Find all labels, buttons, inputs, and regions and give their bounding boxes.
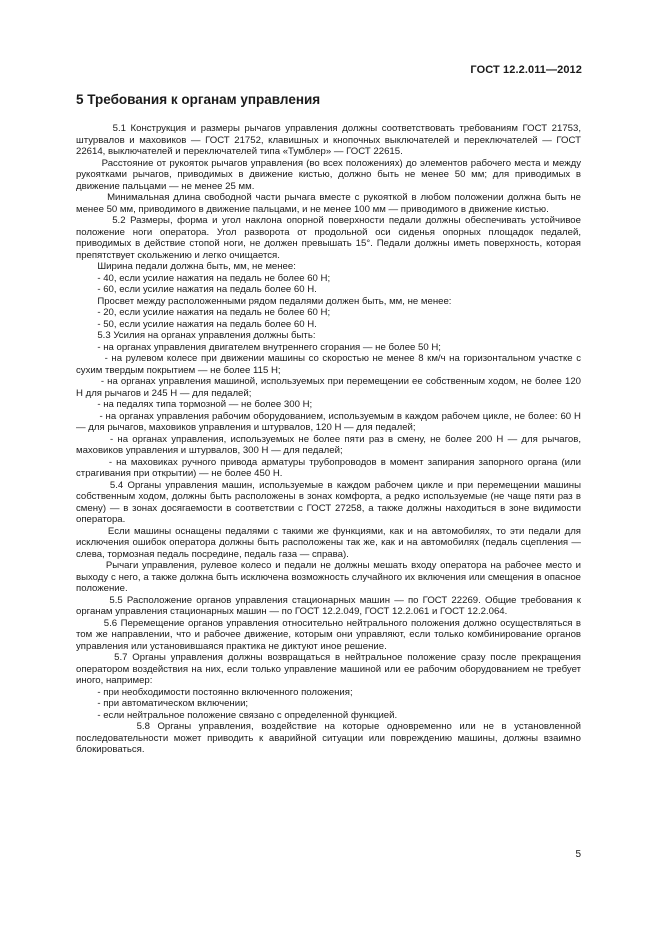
paragraph-5-4: 5.4 Органы управления машин, используемые в каждом рабочем цикле и при перемещении машины собственным ходом, должны быть расположены в зонах комфорта, а редко используемые (не чаще пяти раз в смену) — в зонах досягаемости в соответствии с ГОСТ 27258, а также должны находиться в зоне видимости оператора. [76, 479, 584, 525]
section-title: 5 Требования к органам управления [76, 92, 321, 107]
paragraph-pedal-width: Ширина педали должна быть, мм, не менее: [76, 261, 296, 272]
paragraph-5-2: 5.2 Размеры, форма и угол наклона опорной поверхности педали должны обеспечивать устойчивое положение ноги оператора. Угол разворота от продольной оси сиденья опорных площадок педалей, приводимых в действие стопой ноги, не должен превышать 15°. Педали должны иметь поверхность, которая препятствует скольжению и легко очищается. [76, 215, 584, 261]
list-item: - на педалях типа тормозной — не более 300 Н; [76, 399, 313, 410]
paragraph-5-7: 5.7 Органы управления должны возвращаться в нейтральное положение сразу после прекращения оператором воздействия на них, если только управление машиной или ее рабочим оборудованием не требует иного, например: [76, 652, 584, 686]
paragraph-5-1: 5.1 Конструкция и размеры рычагов управления должны соответствовать требованиям ГОСТ 21753, штурвалов и маховиков — ГОСТ 21752, клавишных и кнопочных выключателей и переключателей — ГОСТ 22614, выключателей и переключателей типа «Тумблер» — ГОСТ 22615. [76, 123, 584, 157]
list-item: - если нейтральное положение связано с определенной функцией. [76, 709, 398, 721]
list-item: - 50, если усилие нажатия на педаль более 60 Н. [76, 318, 317, 330]
list-item: - 40, если усилие нажатия на педаль не более 60 Н; [76, 272, 331, 284]
paragraph-controls-access: Рычаги управления, рулевое колесо и педали не должны мешать входу оператора на рабочее место и выходу с него, а также должна быть исключена возможность случайного их включения или смещения в опасное положение. [76, 560, 584, 594]
list-item: - на органах управления, используемых не более пяти раз в смену, не более 200 Н — для рычагов, маховиков управления и штурвалов, 300 Н — для педалей; [76, 433, 584, 456]
paragraph-pedal-gap: Просвет между расположенными рядом педалями должен быть, мм, не менее: [76, 295, 452, 307]
paragraph-5-8: 5.8 Органы управления, воздействие на которые одновременно или не в установленной последовательности может приводить к аварийной ситуации или повреждению машины, должны взаимно блокироваться. [76, 721, 584, 755]
paragraph-5-6: 5.6 Перемещение органов управления относительно нейтрального положения должно осуществляться в том же направлении, что и рабочее движение, которым они управляют, если только комбинирование органов управления или установившаяся практика не диктуют иное решение. [76, 617, 584, 652]
list-item: - при автоматическом включении; [76, 698, 249, 709]
list-item: - при необходимости постоянно включенного положения; [76, 686, 353, 698]
list-item: - на органах управления рабочим оборудованием, используемым в каждом рабочем цикле, не более: 60 Н — для рычагов, маховиков управления и штурвалов, 120 Н — для педалей; [76, 410, 584, 433]
list-item: - на органах управления машиной, используемых при перемещении ее собственным ходом, не более 120 Н для рычагов и 245 Н — для педалей; [76, 376, 584, 399]
paragraph-lever-distance: Расстояние от рукояток рычагов управления (во всех положениях) до элементов рабочего места и между рукоятками рычагов, приводимых в движение кистью, должно быть не менее 50 мм; для приводимых в движение пальцами — не менее 25 мм. [76, 157, 584, 192]
paragraph-pedal-layout: Если машины оснащены педалями с такими же функциями, как и на автомобилях, то эти педали для исключения ошибок оператора должны быть расположены так же, как и на автомобилях (педаль сцепления — слева, тормозная педаль посредине, педаль газа — справа). [76, 525, 584, 560]
list-item: - 20, если усилие нажатия на педаль не более 60 Н; [76, 307, 331, 318]
paragraph-5-5: 5.5 Расположение органов управления стационарных машин — по ГОСТ 22269. Общие требования к органам управления стационарных машин — по ГОСТ 12.2.049, ГОСТ 12.2.061 и ГОСТ 12.2.064. [76, 594, 584, 617]
list-item: - на маховиках ручного привода арматуры трубопроводов в момент запирания запорного органа (или страгивания при открытии) — не более 450 Н. [76, 456, 584, 479]
section-body [76, 123, 584, 756]
list-item: - на органах управления двигателем внутреннего сгорания — не более 50 Н; [76, 341, 441, 353]
paragraph-lever-length: Минимальная длина свободной части рычага вместе с рукояткой в любом положении должна быть не менее 50 мм, приводимого в движение пальцами, и не менее 100 мм — приводимого в движение кистью. [76, 192, 584, 215]
list-item: - 60, если усилие нажатия на педаль более 60 Н. [76, 284, 317, 295]
list-item: - на рулевом колесе при движении машины со скоростью не менее 8 км/ч на горизонтальном участке с сухим твердым покрытием — не более 115 Н; [76, 353, 584, 376]
page-number: 5 [575, 849, 581, 860]
document-code-header: ГОСТ 12.2.011—2012 [470, 64, 582, 76]
paragraph-5-3: 5.3 Усилия на органах управления должны быть: [76, 330, 316, 341]
